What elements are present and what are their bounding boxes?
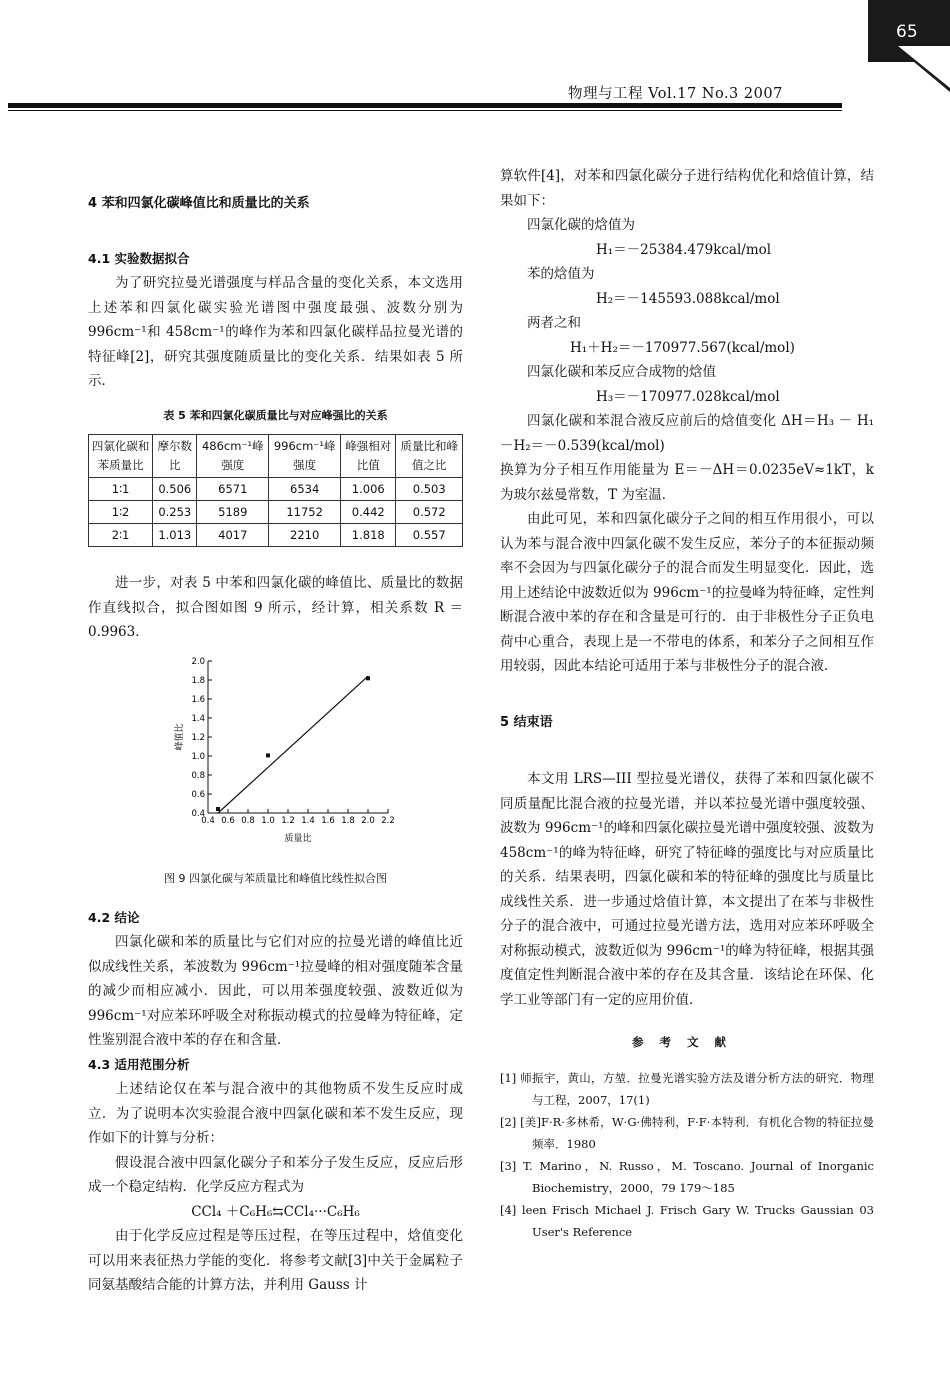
y-tick-label: 1.2 — [191, 732, 205, 743]
paragraph: 由此可见，苯和四氯化碳分子之间的相互作用很小，可以认为苯与混合液中四氯化碳不发生反应，苯分子的本征振动频率不会因为与四氯化碳分子的混合而发生明显变化．因此，选用上述结论中波数近似为 996cm⁻¹的拉曼峰为特征峰，定性判断混合液中苯的存在和含量是可行的．由于非极性分子正负电荷中心重合，表现上是一不带电的体系，和苯分子之间相互作用较弱，因此本结论可适用于苯与非极性分子的混合液． — [500, 511, 874, 674]
table-row — [89, 524, 463, 547]
data-table — [88, 434, 463, 547]
y-tick-label: 0.8 — [191, 770, 205, 781]
x-tick-label: 2.2 — [381, 815, 395, 826]
label-line: 两者之和 — [527, 315, 581, 331]
table-cell: 11752 — [269, 501, 341, 524]
fit-chart — [88, 653, 463, 853]
page-number: 65 — [896, 22, 918, 42]
section-4-1-title: 4.1 实验数据拟合 — [88, 250, 190, 266]
paragraph: 四氯化碳和苯混合液反应前后的焓值变化 ΔH＝H₃ － H₁－H₂＝－0.539(kcal/mol) — [500, 413, 874, 454]
x-tick-label: 0.6 — [221, 815, 235, 826]
paragraph: 换算为分子相互作用能量为 E＝－ΔH＝0.0235eV≈1kT，k 为玻尔兹曼常数，T 为室温． — [500, 462, 874, 503]
table-header: 486cm⁻¹峰强度 — [197, 435, 269, 478]
table-cell: 6534 — [269, 478, 341, 501]
paragraph: 上述结论仅在苯与混合液中的其他物质不发生反应时成立．为了说明本次实验混合液中四氯化碳和苯不发生反应，现作如下的计算与分析： — [88, 1081, 463, 1146]
y-tick-label: 0.6 — [191, 789, 205, 800]
x-tick-label: 0.4 — [201, 815, 215, 826]
data-point — [366, 676, 370, 680]
y-tick-label: 1.6 — [191, 694, 205, 705]
label-line: 苯的焓值为 — [527, 266, 595, 282]
table-cell: 2∶1 — [89, 524, 153, 547]
paragraph: 四氯化碳和苯的质量比与它们对应的拉曼光谱的峰值比近似成线性关系，苯波数为 996cm⁻¹拉曼峰的相对强度随苯含量的减少而相应减小．因此，可以用苯强度较强、波数近似为 996cm⁻¹对应苯环呼吸全对称振动模式的拉曼峰为特征峰，定性鉴别混合液中苯的存在和含量． — [88, 934, 463, 1048]
table-header: 996cm⁻¹峰强度 — [269, 435, 341, 478]
equation: H₁＝－25384.479kcal/mol — [596, 241, 772, 258]
header-rule-thick — [8, 103, 842, 108]
paragraph: 本文用 LRS—III 型拉曼光谱仪，获得了苯和四氯化碳不同质量配比混合液的拉曼光谱，并以苯拉曼光谱中强度较强、波数为 996cm⁻¹的峰和四氯化碳拉曼光谱中强度较强、波数为 458cm⁻¹的峰为特征峰，研究了特征峰的强度比与对应质量比的关系．结果表明，四氯化碳和苯的特征峰的强度比与质量比成线性关系．进一步通过焓值计算，本文提出了在苯与非极性分子的混合液中，可通过拉曼光谱方法，选用对应苯环呼吸全对称振动模式，波数近似为 996cm⁻¹的峰为特征峰，根据其强度值定性判断混合液中苯的存在及其含量．该结论在环保、化学工业等部门有一定的应用价值． — [500, 771, 874, 1008]
paragraph: 为了研究拉曼光谱强度与样品含量的变化关系，本文选用上述苯和四氯化碳实验光谱图中强度最强、波数分别为 996cm⁻¹和 458cm⁻¹的峰作为苯和四氯化碳样品拉曼光谱的特征峰[2]，研究其强度随质量比的变化关系．结果如表 5 所示． — [88, 275, 463, 389]
reference-item: [4] leen Frisch Michael J. Frisch Gary W. Trucks Gaussian 03 User's Reference — [500, 1202, 874, 1239]
table-row — [89, 478, 463, 501]
table-cell: 0.506 — [153, 478, 197, 501]
table-cell: 2210 — [269, 524, 341, 547]
x-tick-label: 1.0 — [261, 815, 275, 826]
right-column — [500, 164, 874, 1243]
references-title: 参考文献 — [632, 1035, 742, 1049]
section-4-title: 4 苯和四氯化碳峰值比和质量比的关系 — [88, 196, 310, 211]
label-line: 四氯化碳和苯反应合成物的焓值 — [527, 364, 716, 380]
paragraph: 假设混合液中四氯化碳分子和苯分子发生反应，反应后形成一个稳定结构．化学反应方程式为 — [88, 1154, 463, 1195]
section-4-3-title: 4.3 适用范围分析 — [88, 1056, 190, 1072]
table-caption: 表 5 苯和四氯化碳质量比与对应峰强比的关系 — [163, 408, 388, 422]
table-cell: 5189 — [197, 501, 269, 524]
table-cell: 0.557 — [396, 524, 463, 547]
paragraph: 算软件[4]，对苯和四氯化碳分子进行结构优化和焓值计算，结果如下： — [500, 168, 874, 209]
data-point — [266, 753, 270, 757]
table-cell: 0.253 — [153, 501, 197, 524]
x-axis-label: 质量比 — [284, 833, 312, 844]
paragraph: 进一步，对表 5 中苯和四氯化碳的峰值比、质量比的数据作直线拟合，拟合图如图 9 所示，经计算，相关系数 R ＝0.9963． — [88, 575, 463, 640]
table-cell: 0.572 — [396, 501, 463, 524]
header-rule-thin — [8, 110, 842, 111]
table-cell: 1∶2 — [89, 501, 153, 524]
reaction-equation: CCl₄ ＋C₆H₆⇆CCl₄···C₆H₆ — [191, 1203, 360, 1220]
section-5-title: 5 结束语 — [500, 714, 553, 730]
table-cell: 0.503 — [396, 478, 463, 501]
reference-item: [1] 师振宇，黄山，方堃．拉曼光谱实验方法及谱分析方法的研究．物理与工程，2007，17(1) — [500, 1070, 874, 1107]
equation: H₁＋H₂＝－170977.567(kcal/mol) — [570, 339, 795, 356]
table-row — [89, 501, 463, 524]
x-tick-label: 2.0 — [361, 815, 375, 826]
table-header: 四氯化碳和苯质量比 — [89, 435, 153, 478]
x-tick-label: 0.8 — [241, 815, 255, 826]
table-header: 峰强相对比值 — [341, 435, 396, 478]
table-header: 质量比和峰值之比 — [396, 435, 463, 478]
label-line: 四氯化碳的焓值为 — [527, 217, 635, 233]
table-cell: 1.818 — [341, 524, 396, 547]
y-tick-label: 2.0 — [191, 656, 205, 667]
corner-decoration-inner — [898, 46, 950, 88]
y-tick-label: 1.0 — [191, 751, 205, 762]
running-header: 物理与工程 Vol.17 No.3 2007 — [568, 86, 783, 102]
equation: H₂＝－145593.088kcal/mol — [596, 290, 780, 307]
table-cell: 1.006 — [341, 478, 396, 501]
y-tick-label: 1.8 — [191, 675, 205, 686]
x-tick-label: 1.2 — [281, 815, 295, 826]
reference-item: [3] T. Marino，N. Russo，M. Toscano. Journal of Inorganic Biochemistry，2000，79 179～185 — [500, 1158, 874, 1195]
left-column — [88, 192, 463, 1298]
table-cell: 4017 — [197, 524, 269, 547]
figure-caption: 图 9 四氯化碳与苯质量比和峰值比线性拟合图 — [164, 872, 387, 885]
y-axis-label: 峰值比 — [175, 722, 185, 751]
equation: H₃＝－170977.028kcal/mol — [596, 388, 780, 405]
data-point — [216, 807, 220, 811]
x-tick-label: 1.4 — [301, 815, 315, 826]
section-4-2-title: 4.2 结论 — [88, 909, 140, 925]
x-tick-label: 1.8 — [341, 815, 355, 826]
reference-item: [2] [美]F·R·多林希，W·G·佛特利，F·F·本特利．有机化合物的特征拉曼频率．1980 — [500, 1114, 874, 1151]
table-cell: 1∶1 — [89, 478, 153, 501]
x-tick-label: 1.6 — [321, 815, 335, 826]
y-tick-label: 0.4 — [191, 808, 205, 819]
y-tick-label: 1.4 — [191, 713, 205, 724]
paragraph: 由于化学反应过程是等压过程，在等压过程中，焓值变化可以用来表征热力学能的变化．将参考文献[3]中关于金属粒子同氨基酸结合能的计算方法，并利用 Gauss 计 — [88, 1228, 463, 1293]
table-cell: 1.013 — [153, 524, 197, 547]
fit-line — [218, 676, 368, 813]
table-cell: 0.442 — [341, 501, 396, 524]
table-header: 摩尔数比 — [153, 435, 197, 478]
table-cell: 6571 — [197, 478, 269, 501]
